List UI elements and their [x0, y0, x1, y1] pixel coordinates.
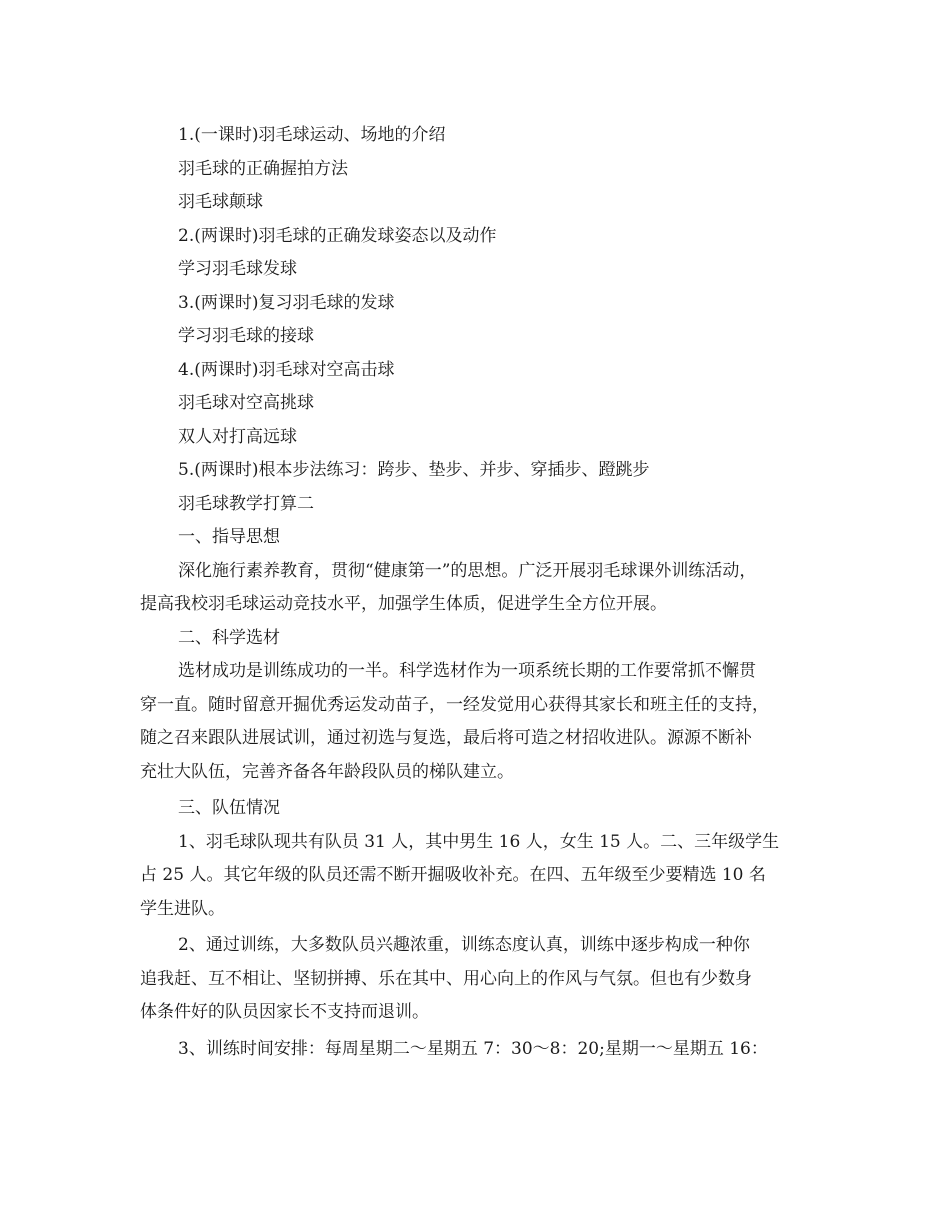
document-body	[140, 119, 810, 1066]
section-3-paragraph-3	[140, 1033, 810, 1067]
section-3-paragraph-1	[140, 826, 810, 927]
paragraph-line: 深化施行素养教育，贯彻“健康第一”的思想。广泛开展羽毛球课外训练活动，	[178, 560, 757, 581]
section-3-paragraph-2	[140, 929, 810, 1030]
lesson-2-title: 2.(两课时)羽毛球的正确发球姿态以及动作	[178, 225, 497, 246]
paragraph-line: 选材成功是训练成功的一半。科学选材作为一项系统长期的工作要常抓不懈贯	[178, 661, 756, 681]
paragraph-line: 提高我校羽毛球运动竞技水平，加强学生体质，促进学生全方位开展。	[140, 594, 667, 614]
lesson-1-title: 1.(一课时)羽毛球运动、场地的介绍	[178, 125, 446, 145]
paragraph-line: 追我赶、互不相让、坚韧拼搏、乐在其中、用心向上的作风与气氛。但也有少数身	[140, 968, 752, 989]
lesson-4-title: 4.(两课时)羽毛球对空高击球	[178, 359, 395, 380]
section-2-heading: 二、科学选材	[178, 627, 280, 648]
paragraph-line: 2、通过训练，大多数队员兴趣浓重，训练态度认真，训练中逐步构成一种你	[178, 935, 750, 955]
lesson-4-item-lift: 羽毛球对空高挑球	[178, 393, 314, 413]
lesson-5-title: 5.(两课时)根本步法练习：跨步、垫步、并步、穿插步、蹬跳步	[178, 460, 650, 480]
plan-two-title: 羽毛球教学打算二	[178, 493, 314, 514]
lesson-3-item-receive: 学习羽毛球的接球	[178, 326, 314, 346]
section-3-heading: 三、队伍情况	[178, 798, 280, 818]
lesson-1-item-grip: 羽毛球的正确握拍方法	[178, 158, 348, 179]
paragraph-line: 体条件好的队员因家长不支持而退训。	[140, 1002, 429, 1022]
paragraph-line: 3、训练时间安排：每周星期二～星期五 7：30～8：20;星期一～星期五 16：	[178, 1038, 768, 1059]
paragraph-line: 随之召来跟队进展试训，通过初选与复选，最后将可造之材招收进队。源源不断补	[140, 728, 752, 748]
paragraph-line: 充壮大队伍，完善齐备各年龄段队员的梯队建立。	[140, 761, 514, 782]
paragraph-line: 学生进队。	[140, 898, 225, 919]
lesson-2-item-serve: 学习羽毛球发球	[178, 259, 297, 279]
paragraph-line: 穿一直。随时留意开掘优秀运发动苗子，一经发觉用心获得其家长和班主任的支持，	[140, 694, 769, 715]
section-1-heading: 一、指导思想	[178, 527, 280, 547]
paragraph-line: 占 25 人。其它年级的队员还需不断开掘吸收补充。在四、五年级至少要精选 10 名	[140, 865, 766, 885]
lesson-3-title: 3.(两课时)复习羽毛球的发球	[178, 292, 395, 313]
section-1-paragraph	[140, 555, 810, 622]
lesson-1-item-juggle: 羽毛球颠球	[178, 192, 263, 212]
section-2-paragraph	[140, 655, 810, 789]
paragraph-line: 1、羽毛球队现共有队员 31 人，其中男生 16 人，女生 15 人。二、三年级学生	[178, 831, 780, 852]
lesson-4-item-clear: 双人对打高远球	[178, 426, 297, 447]
